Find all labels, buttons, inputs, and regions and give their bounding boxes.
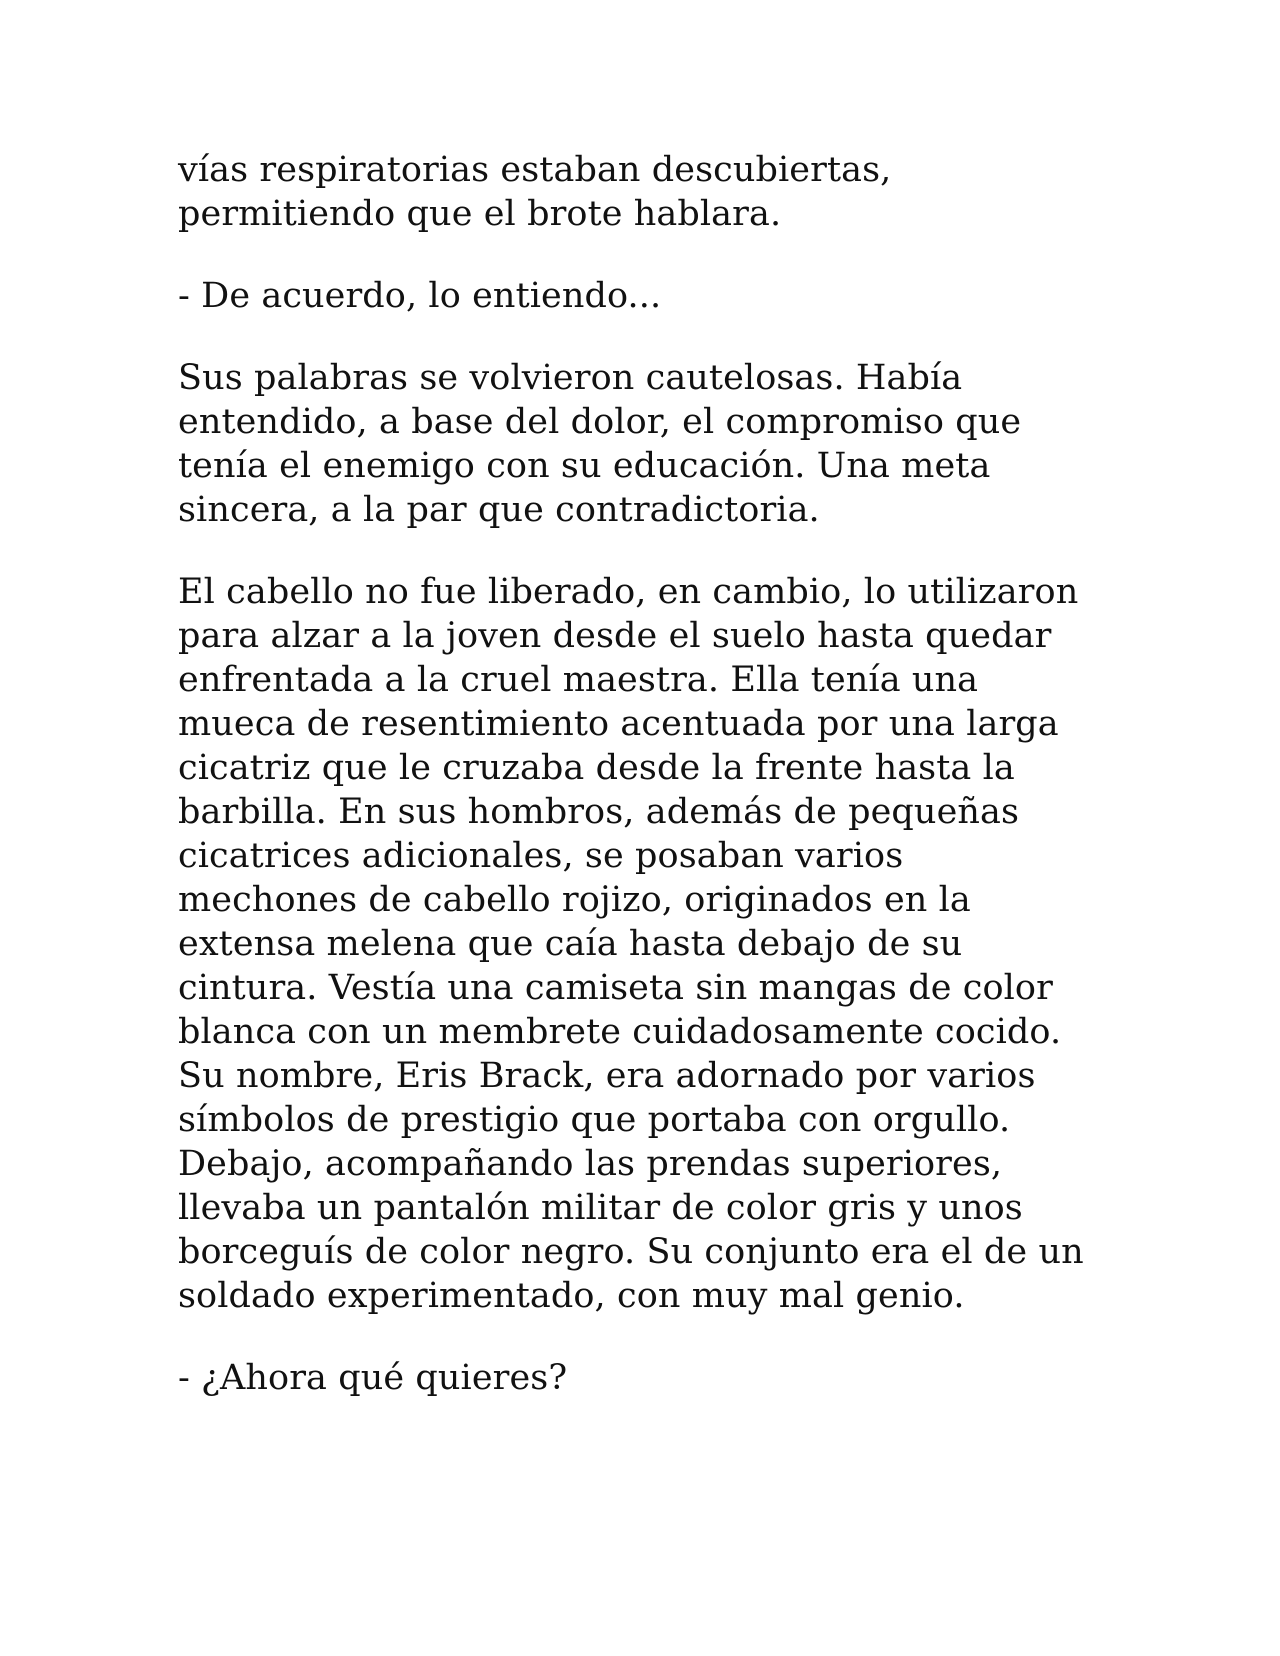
paragraph [178, 570, 1128, 1318]
text-line: enfrentada a la cruel maestra. Ella tenía una [178, 660, 979, 700]
text-line: sincera, a la par que contradictoria. [178, 490, 820, 530]
text-line: permitiendo que el brote hablara. [178, 194, 782, 234]
text-line: barbilla. En sus hombros, además de pequeñas [178, 792, 1020, 832]
text-line: extensa melena que caía hasta debajo de su [178, 924, 963, 964]
paragraph [178, 148, 1128, 236]
text-line: Su nombre, Eris Brack, era adornado por varios [178, 1056, 1036, 1096]
dialogue-line [178, 1356, 1128, 1400]
text-line: tenía el enemigo con su educación. Una meta [178, 446, 991, 486]
text-line: símbolos de prestigio que portaba con orgullo. [178, 1100, 1011, 1140]
text-line: - ¿Ahora qué quieres? [178, 1358, 568, 1398]
dialogue-line [178, 274, 1128, 318]
text-line: mueca de resentimiento acentuada por una larga [178, 704, 1059, 744]
text-line: entendido, a base del dolor, el compromiso que [178, 402, 1022, 442]
text-line: cicatrices adicionales, se posaban varios [178, 836, 904, 876]
text-line: - De acuerdo, lo entiendo... [178, 276, 662, 316]
text-line: cicatriz que le cruzaba desde la frente hasta la [178, 748, 1015, 788]
text-line: soldado experimentado, con muy mal genio. [178, 1276, 965, 1316]
text-line: vías respiratorias estaban descubiertas, [178, 150, 892, 190]
text-line: Sus palabras se volvieron cautelosas. Había [178, 358, 963, 398]
text-line: cintura. Vestía una camiseta sin mangas de color [178, 968, 1053, 1008]
text-line: para alzar a la joven desde el suelo hasta quedar [178, 616, 1052, 656]
text-line: llevaba un pantalón militar de color gris y unos [178, 1188, 1023, 1228]
text-line: El cabello no fue liberado, en cambio, lo utilizaron [178, 572, 1079, 612]
text-line: blanca con un membrete cuidadosamente cocido. [178, 1012, 1062, 1052]
text-line: mechones de cabello rojizo, originados en la [178, 880, 971, 920]
text-line: Debajo, acompañando las prendas superiores, [178, 1144, 1003, 1184]
body-text [178, 148, 1128, 1438]
text-line: borceguís de color negro. Su conjunto era el de un [178, 1232, 1084, 1272]
paragraph [178, 356, 1128, 532]
